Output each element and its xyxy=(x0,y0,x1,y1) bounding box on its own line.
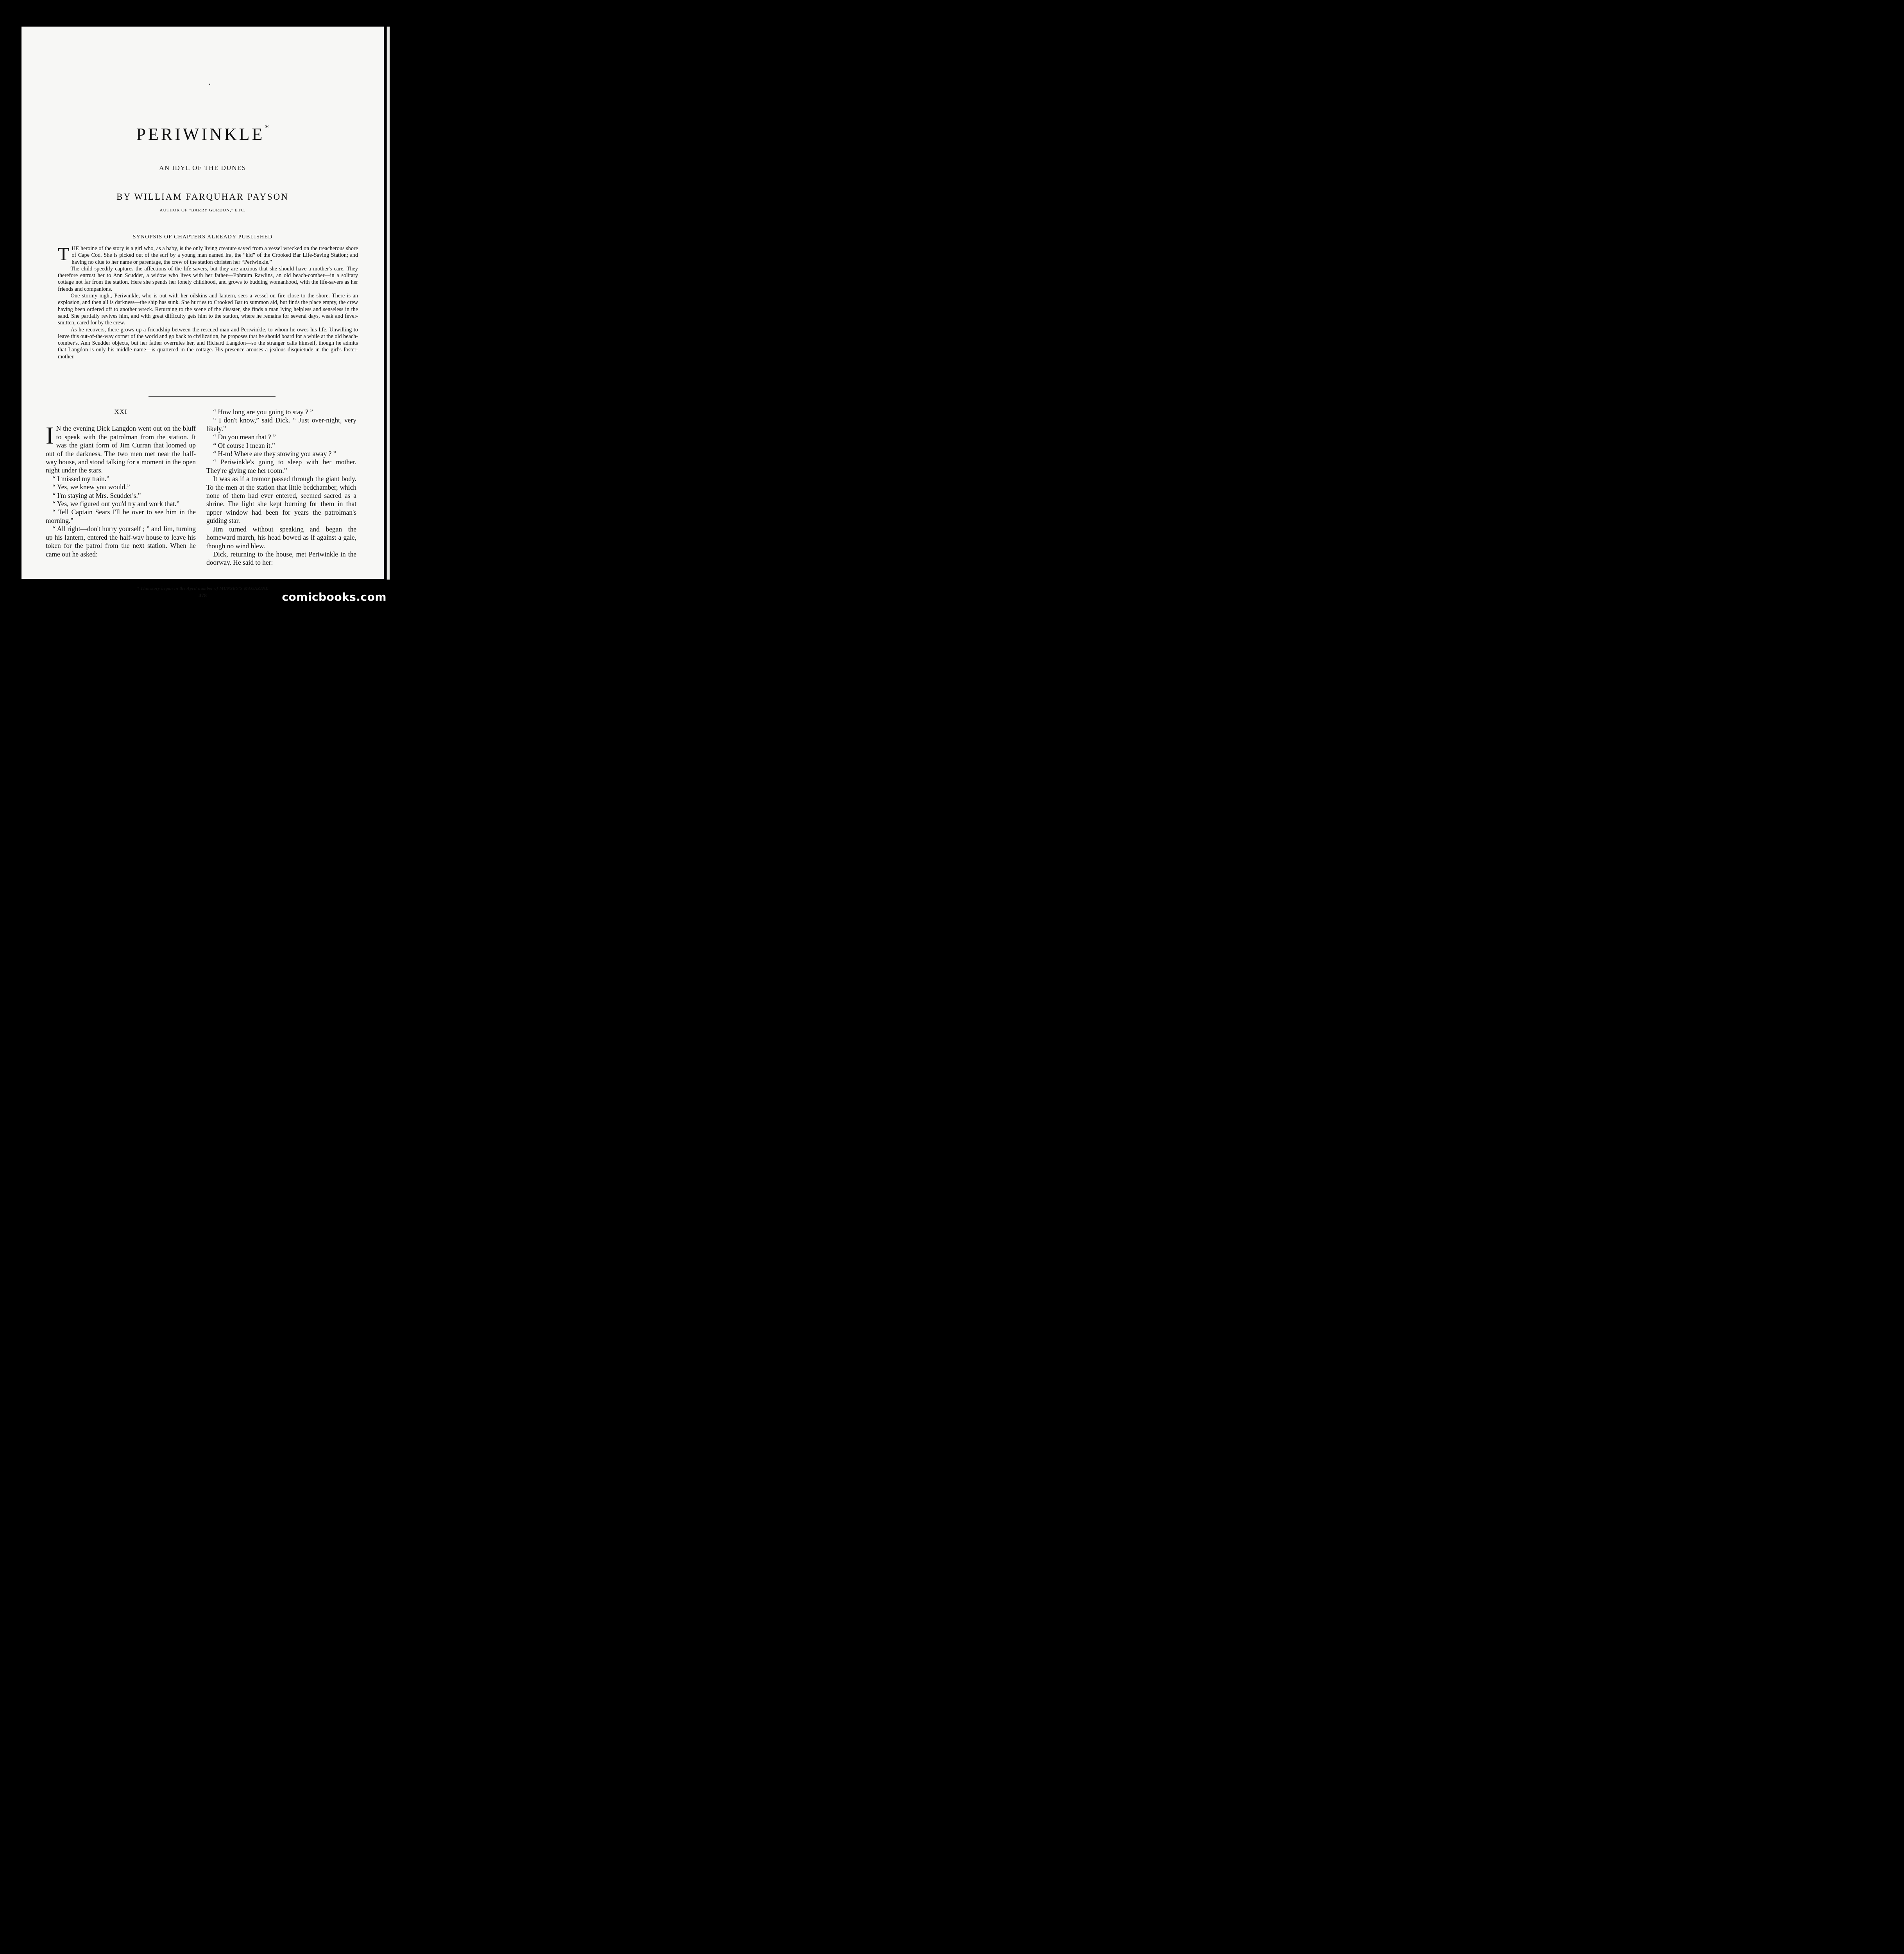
body-column-left xyxy=(46,408,196,558)
chapter-number: XXI xyxy=(114,408,127,415)
synopsis-paragraph: The child speedily captures the affections of the life-savers, but they are anxious that she should have a mother's care. They therefore entrust her to Ann Scudder, a widow who lives with her father—Ephraim Rawlins, an old beach-comber—in a solitary cottage not far from the station. Here she spends her lonely childhood, and grows to budding womanhood, with the life-savers as her friends and companions. xyxy=(58,265,358,292)
body-column-right xyxy=(206,408,356,567)
body-paragraph: “ I don't know,” said Dick. “ Just over-night, very likely.” xyxy=(206,416,356,433)
author-note: AUTHOR OF "BARRY GORDON," ETC. xyxy=(159,208,246,213)
synopsis-paragraph: One stormy night, Periwinkle, who is out with her oilskins and lantern, sees a vessel on fire close to the shore. There is an explosion, and then all is darkness—the ship has sunk. She hurries to Crooked Bar to summon aid, but finds the place empty, the crew having been ordered off to another wreck. Returning to the scene of the disaster, she finds a man lying helpless and senseless in the sand. She partially revives him, and with great difficulty gets him to the station, where he remains for several days, weak and fever-smitten, cared for by the crew. xyxy=(58,293,358,326)
body-paragraph: “ Tell Captain Sears I'll be over to see him in the morning.” xyxy=(46,508,196,524)
body-paragraph: It was as if a tremor passed through the giant body. To the men at the station that little bedchamber, which none of them had ever entered, seemed sacred as a shrine. The light she kept burning for them in that upper window had been for years the patrolman's guiding star. xyxy=(206,475,356,525)
footnote: * This story began in the April number of MUNSEY'S MAGAZINE xyxy=(137,586,268,591)
body-paragraph: Dick, returning to the house, met Periwinkle in the doorway. He said to her: xyxy=(206,550,356,567)
page-number: 478 xyxy=(199,593,207,599)
body-paragraph: “ I missed my train.” xyxy=(52,474,109,483)
title-text: PERIWINKLE xyxy=(136,125,265,144)
site-watermark: comicbooks.com xyxy=(282,590,387,603)
synopsis-text: HE heroine of the story is a girl who, as a baby, is the only living creature saved from a vessel wrecked on the treacherous shore of Cape Cod. She is picked out of the surf by a young man named Ira, the “kid” of the Crooked Bar Life-Saving Station; and having no clue to her name or parentage, the crew of the station christen her “Periwinkle.” xyxy=(72,245,358,265)
facing-page-edge xyxy=(386,27,390,580)
story-subtitle: AN IDYL OF THE DUNES xyxy=(159,164,246,172)
title-footnote-mark: * xyxy=(265,123,269,132)
body-paragraph: Jim turned without speaking and began the homeward march, his head bowed as if against a gale, though no wind blew. xyxy=(206,525,356,550)
body-paragraph: “ How long are you going to stay ? ” xyxy=(213,408,313,416)
story-title xyxy=(21,124,384,144)
body-paragraph: “ Do you mean that ? ” xyxy=(213,433,276,441)
ornament-dot xyxy=(209,84,210,85)
body-paragraph: “ Yes, we figured out you'd try and work that.” xyxy=(52,500,180,508)
section-divider xyxy=(149,396,276,397)
drop-cap: T xyxy=(58,244,70,265)
body-paragraph xyxy=(46,424,196,474)
synopsis-block xyxy=(58,245,358,360)
body-paragraph: “ I'm staying at Mrs. Scudder's.” xyxy=(52,491,141,499)
synopsis-heading: SYNOPSIS OF CHAPTERS ALREADY PUBLISHED xyxy=(132,234,273,240)
body-paragraph: “ Yes, we knew you would.” xyxy=(52,483,130,491)
body-paragraph: “ H-m! Where are they stowing you away ? ” xyxy=(213,450,336,458)
body-paragraph: “ Periwinkle's going to sleep with her mother. They're giving me her room.” xyxy=(206,458,356,474)
body-paragraph: “ Of course I mean it.” xyxy=(213,441,275,449)
body-paragraph: “ All right—don't hurry yourself ; ” and Jim, turning up his lantern, entered the half-way house to leave his token for the patrol from the next station. When he came out he asked: xyxy=(46,525,196,558)
synopsis-paragraph xyxy=(58,245,358,266)
body-text: N the evening Dick Langdon went out on the bluff to speak with the patrolman from the station. It was the giant form of Jim Curran that loomed up out of the darkness. The two men met near the half-way house, and stood talking for a moment in the open night under the stars. xyxy=(46,424,196,474)
drop-cap: I xyxy=(46,422,54,449)
byline: BY WILLIAM FARQUHAR PAYSON xyxy=(116,192,289,202)
synopsis-paragraph: As he recovers, there grows up a friendship between the rescued man and Periwinkle, to whom he owes his life. Unwilling to leave this out-of-the-way corner of the world and go back to civilization, he proposes that he should board for a while at the old beach-comber's. Ann Scudder objects, but her father overrules her, and Richard Langdon—so the stranger calls himself, though he admits that Langdon is only his middle name—is quartered in the cottage. His presence arouses a jealous disquietude in the girl's foster-mother. xyxy=(58,326,358,360)
